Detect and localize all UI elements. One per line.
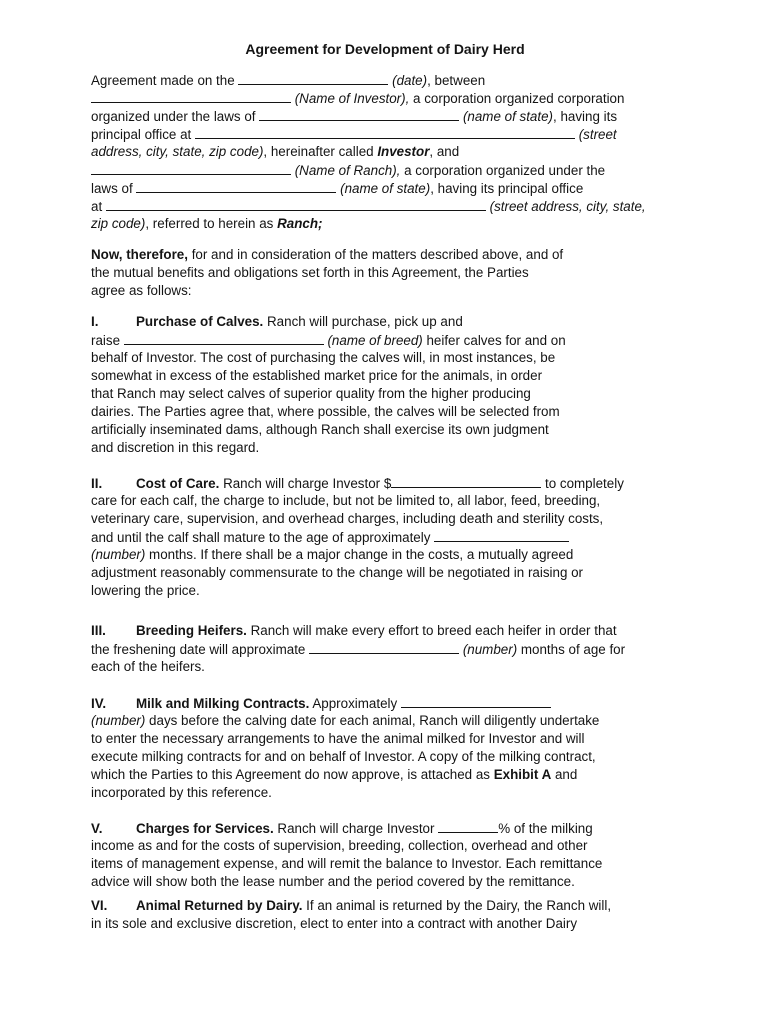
section-number: II. xyxy=(91,476,103,491)
section-text: months of age for xyxy=(517,642,626,657)
blank-hint: (date) xyxy=(388,73,428,88)
section-line xyxy=(91,694,551,713)
section-line xyxy=(91,528,569,547)
section-line: incorporated by this reference. xyxy=(91,785,272,800)
address-blank xyxy=(195,125,575,139)
blank-hint: (name of breed) xyxy=(323,333,423,348)
intro-text: principal office at xyxy=(91,127,195,142)
recital-lead: Now, therefore, xyxy=(91,247,188,262)
amount-blank xyxy=(391,474,541,488)
section-line: that Ranch may select calves of superior quality from the higher producing xyxy=(91,386,531,401)
section-text: heifer calves for and on xyxy=(422,333,566,348)
address-blank xyxy=(106,197,486,211)
intro-line xyxy=(91,107,617,126)
section-heading: Animal Returned by Dairy. xyxy=(136,898,303,913)
blank-hint: (street xyxy=(574,127,617,142)
percent-blank xyxy=(438,819,498,833)
section-number: V. xyxy=(91,821,103,836)
months-blank xyxy=(309,640,459,654)
section-heading: Breeding Heifers. xyxy=(136,623,247,638)
section-line: execute milking contracts for and on behalf of Investor. A copy of the milking contract, xyxy=(91,749,596,764)
intro-text: laws of xyxy=(91,181,137,196)
section-line: somewhat in excess of the established market price for the animals, in order xyxy=(91,368,543,383)
intro-line xyxy=(91,89,624,108)
intro-text: a corporation organized under the xyxy=(400,163,606,178)
days-blank xyxy=(401,694,551,708)
intro-text: , and xyxy=(429,144,460,159)
intro-text: , having its principal office xyxy=(430,181,584,196)
intro-text: a corporation organized corporation xyxy=(409,91,625,106)
section-line: and discretion in this regard. xyxy=(91,440,260,455)
intro-text: organized under the laws of xyxy=(91,109,260,124)
section-line: dairies. The Parties agree that, where possible, the calves will be selected from xyxy=(91,404,560,419)
intro-text: at xyxy=(91,199,106,214)
section-text: Approximately xyxy=(309,696,401,711)
blank-hint: (Name of Investor), xyxy=(291,91,410,106)
intro-text: , hereinafter called xyxy=(263,144,378,159)
section-line xyxy=(91,313,463,331)
section-line xyxy=(91,474,624,493)
intro-text: Agreement made on the xyxy=(91,73,239,88)
section-line xyxy=(91,546,573,564)
intro-line xyxy=(91,215,322,233)
ranch-term: Ranch; xyxy=(277,216,323,231)
section-line: adjustment reasonably commensurate to the change will be negotiated in raising or xyxy=(91,565,584,580)
section-line: items of management expense, and will remit the balance to Investor. Each remittance xyxy=(91,856,603,871)
intro-line xyxy=(91,197,646,216)
section-number: IV. xyxy=(91,696,107,711)
recital-line: the mutual benefits and obligations set forth in this Agreement, the Parties xyxy=(91,265,529,280)
blank-hint: (number) xyxy=(459,642,518,657)
section-number: I. xyxy=(91,314,99,329)
investor-term: Investor xyxy=(377,144,430,159)
section-text: which the Parties to this Agreement do now approve, is attached as xyxy=(91,767,494,782)
recital-text: for and in consideration of the matters described above, and of xyxy=(187,247,564,262)
blank-hint: (name of state) xyxy=(336,181,431,196)
section-line: artificially inseminated dams, although Ranch shall exercise its own judgment xyxy=(91,422,549,437)
section-line: to enter the necessary arrangements to have the animal milked for Investor and will xyxy=(91,731,585,746)
blank-hint: (name of state) xyxy=(459,109,554,124)
section-text: months. If there shall be a major change in the costs, a mutually agreed xyxy=(145,547,574,562)
intro-line xyxy=(91,125,617,144)
investor-name-blank xyxy=(91,89,291,103)
exhibit-reference: Exhibit A xyxy=(493,767,552,782)
section-line xyxy=(91,712,599,730)
section-line xyxy=(91,766,577,784)
ranch-name-blank xyxy=(91,161,291,175)
section-text: % of the milking xyxy=(498,821,593,836)
section-line: veterinary care, supervision, and overhead charges, including death and sterility costs, xyxy=(91,511,604,526)
breed-blank xyxy=(124,331,324,345)
section-text: days before the calving date for each animal, Ranch will diligently undertake xyxy=(145,713,600,728)
section-line: behalf of Investor. The cost of purchasing the calves will, in most instances, be xyxy=(91,350,556,365)
section-line: advice will show both the lease number and the period covered by the remittance. xyxy=(91,874,575,889)
section-heading: Purchase of Calves. xyxy=(136,314,264,329)
section-line xyxy=(91,622,617,640)
section-line xyxy=(91,331,566,350)
section-number: III. xyxy=(91,623,106,638)
intro-text: , referred to herein as xyxy=(145,216,278,231)
section-text: Ranch will charge Investor $ xyxy=(219,476,392,491)
section-heading: Cost of Care. xyxy=(136,476,220,491)
section-text: raise xyxy=(91,333,124,348)
blank-hint: (number) xyxy=(91,547,146,562)
section-line: lowering the price. xyxy=(91,583,200,598)
date-blank xyxy=(238,71,388,85)
blank-hint: (number) xyxy=(91,713,146,728)
section-text: to completely xyxy=(541,476,624,491)
section-text: If an animal is returned by the Dairy, the Ranch will, xyxy=(302,898,612,913)
blank-hint: zip code) xyxy=(91,216,146,231)
section-text: the freshening date will approximate xyxy=(91,642,310,657)
section-number: VI. xyxy=(91,898,108,913)
blank-hint: (Name of Ranch), xyxy=(291,163,401,178)
section-line xyxy=(91,897,611,915)
section-text: Ranch will charge Investor xyxy=(273,821,439,836)
section-line xyxy=(91,640,625,659)
age-blank xyxy=(434,528,569,542)
blank-hint: (street address, city, state, xyxy=(485,199,646,214)
blank-hint: address, city, state, zip code) xyxy=(91,144,264,159)
section-text: and xyxy=(551,767,578,782)
section-text: and until the calf shall mature to the age of approximately xyxy=(91,530,435,545)
recital-line xyxy=(91,246,563,264)
state-blank xyxy=(259,107,459,121)
recital-line: agree as follows: xyxy=(91,283,192,298)
section-text: Ranch will purchase, pick up and xyxy=(263,314,463,329)
section-text: Ranch will make every effort to breed each heifer in order that xyxy=(246,623,617,638)
section-line: income as and for the costs of supervision, breeding, collection, overhead and other xyxy=(91,838,588,853)
intro-line xyxy=(91,179,583,198)
section-line: each of the heifers. xyxy=(91,659,205,674)
section-heading: Milk and Milking Contracts. xyxy=(136,696,310,711)
state-blank xyxy=(136,179,336,193)
intro-text: , between xyxy=(427,73,486,88)
section-line: care for each calf, the charge to include, but not be limited to, all labor, feed, breeding, xyxy=(91,493,601,508)
section-line: in its sole and exclusive discretion, elect to enter into a contract with another Dairy xyxy=(91,916,578,931)
document-title: Agreement for Development of Dairy Herd xyxy=(245,41,525,57)
section-line xyxy=(91,819,593,838)
intro-line xyxy=(91,143,459,161)
intro-line xyxy=(91,161,605,180)
intro-text: , having its xyxy=(553,109,618,124)
intro-line xyxy=(91,71,485,90)
section-heading: Charges for Services. xyxy=(136,821,274,836)
